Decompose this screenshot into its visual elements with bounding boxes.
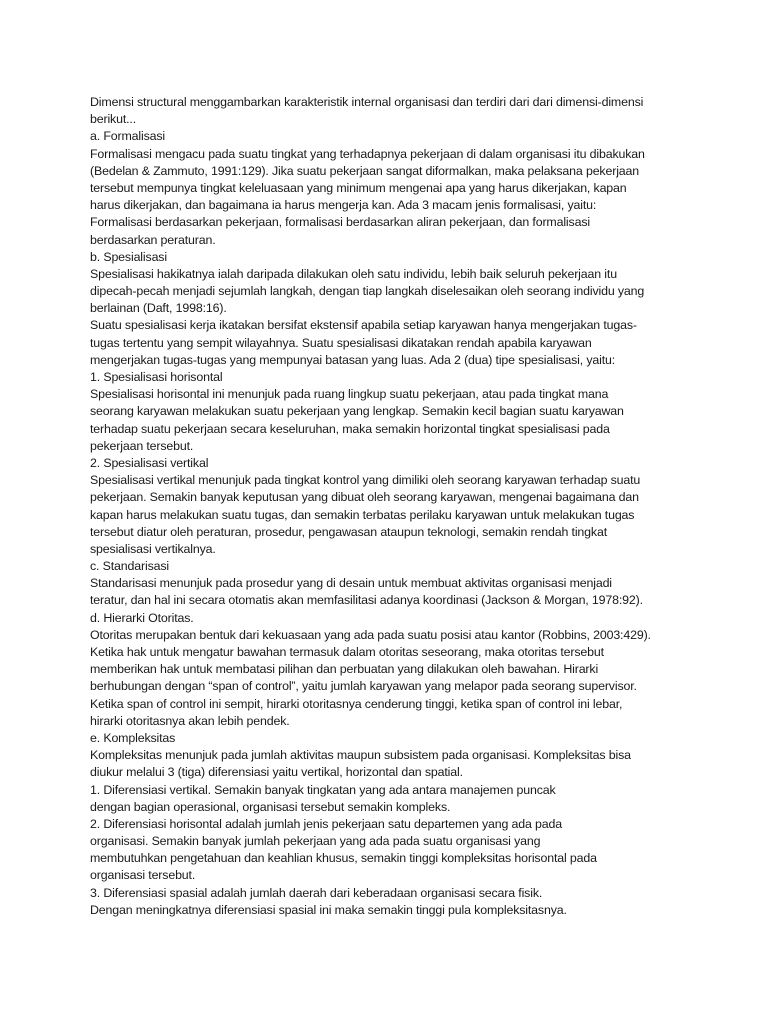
text-line: b. Spesialisasi	[90, 249, 167, 264]
text-line: tersebut mempunya tingkat keleluasaan yang minimum mengenai apa yang harus dikerjakan, kapan	[90, 180, 627, 195]
text-line: memberikan hak untuk membatasi pilihan dan perbuatan yang dilakukan oleh bawahan. Hirarki	[90, 662, 599, 677]
text-line: organisasi. Semakin banyak jumlah pekerjaan yang ada pada suatu organisasi yang	[90, 834, 541, 849]
text-line: hirarki otoritasnya akan lebih pendek.	[90, 713, 290, 728]
text-line: Kompleksitas menunjuk pada jumlah aktivitas maupun subsistem pada organisasi. Kompleksitas bisa	[90, 748, 631, 763]
text-line: tersebut diatur oleh peraturan, prosedur, pengawasan ataupun teknologi, semakin rendah tingkat	[90, 524, 607, 539]
text-line: a. Formalisasi	[90, 129, 166, 144]
text-line: Spesialisasi vertikal menunjuk pada tingkat kontrol yang dimiliki oleh seorang karyawan terhadap suatu	[90, 473, 641, 488]
text-line: Dimensi structural menggambarkan karakteristik internal organisasi dan terdiri dari dari dimensi-dimensi	[90, 95, 644, 109]
text-line: terhadap suatu pekerjaan secara keseluruhan, maka semakin horizontal tingkat spesialisasi pada	[90, 421, 610, 436]
text-line: dengan bagian operasional, organisasi tersebut semakin kompleks.	[90, 799, 451, 814]
text-line: 2. Spesialisasi vertikal	[90, 455, 209, 470]
text-line: e. Kompleksitas	[90, 730, 176, 745]
text-line: mengerjakan tugas-tugas yang mempunyai batasan yang luas. Ada 2 (dua) tipe spesialisasi, yaitu:	[90, 352, 616, 367]
text-line: membutuhkan pengetahuan dan keahlian khusus, semakin tinggi kompleksitas horisontal pada	[90, 851, 597, 866]
text-line: tugas tertentu yang sempit wilayahnya. Suatu spesialisasi dikatakan rendah apabila karyawan	[90, 335, 592, 350]
text-line: berikut...	[90, 112, 137, 127]
text-line: harus dikerjakan, dan bagaimana ia harus mengerja kan. Ada 3 macam jenis formalisasi, yaitu:	[90, 198, 597, 213]
text-line: dipecah-pecah menjadi sejumlah langkah, dengan tiap langkah diselesaikan oleh seorang individu yang	[90, 284, 645, 299]
text-line: berhubungan dengan “span of control”, yaitu jumlah karyawan yang melapor pada seorang supervisor.	[90, 679, 637, 694]
text-line: berlainan (Daft, 1998:16).	[90, 301, 227, 316]
text-line: Dengan meningkatnya diferensiasi spasial ini maka semakin tinggi pula kompleksitasnya.	[90, 902, 567, 917]
text-line: 1. Spesialisasi horisontal	[90, 370, 223, 384]
text-line: berdasarkan peraturan.	[90, 232, 216, 247]
text-line: Spesialisasi horisontal ini menunjuk pada ruang lingkup suatu pekerjaan, atau pada tingkat mana	[90, 387, 609, 402]
text-line: Spesialisasi hakikatnya ialah daripada dilakukan oleh satu individu, lebih baik seluruh pekerjaan itu	[90, 266, 617, 281]
document-body-text	[90, 94, 690, 919]
text-line: Ketika span of control ini sempit, hirarki otoritasnya cenderung tinggi, ketika span of control ini lebar,	[90, 696, 623, 711]
text-line: Formalisasi mengacu pada suatu tingkat yang terhadapnya pekerjaan di dalam organisasi itu dibakukan	[90, 146, 645, 161]
text-line: organisasi tersebut.	[90, 868, 196, 883]
text-line: c. Standarisasi	[90, 559, 170, 574]
text-line: (Bedelan & Zammuto, 1991:129). Jika suatu pekerjaan sangat diformalkan, maka pelaksana pekerjaan	[90, 163, 640, 178]
text-line: 2. Diferensiasi horisontal adalah jumlah jenis pekerjaan satu departemen yang ada pada	[90, 816, 563, 831]
text-line: 1. Diferensiasi vertikal. Semakin banyak tingkatan yang ada antara manajemen puncak	[90, 782, 556, 797]
text-line: d. Hierarki Otoritas.	[90, 610, 194, 625]
text-line: Otoritas merupakan bentuk dari kekuasaan yang ada pada suatu posisi atau kantor (Robbins, 2003:429).	[90, 627, 651, 642]
text-line: Formalisasi berdasarkan pekerjaan, formalisasi berdasarkan aliran pekerjaan, dan formalisasi	[90, 215, 590, 230]
text-line: pekerjaan tersebut.	[90, 438, 194, 453]
text-line: pekerjaan. Semakin banyak keputusan yang dibuat oleh seorang karyawan, mengenai bagaimana dan	[90, 490, 639, 505]
text-line: Standarisasi menunjuk pada prosedur yang di desain untuk membuat aktivitas organisasi menjadi	[90, 576, 612, 591]
text-line: Ketika hak untuk mengatur bawahan termasuk dalam otoritas seseorang, maka otoritas tersebut	[90, 645, 604, 659]
text-line: diukur melalui 3 (tiga) diferensiasi yaitu vertikal, horizontal dan spatial.	[90, 765, 463, 780]
text-line: seorang karyawan melakukan suatu pekerjaan yang lengkap. Semakin kecil bagian suatu karyawan	[90, 404, 624, 419]
text-line: 3. Diferensiasi spasial adalah jumlah daerah dari keberadaan organisasi secara fisik.	[90, 885, 543, 900]
text-line: kapan harus melakukan suatu tugas, dan semakin terbatas perilaku karyawan untuk melakukan tugas	[90, 507, 635, 522]
text-line: spesialisasi vertikalnya.	[90, 541, 216, 556]
text-line: teratur, dan hal ini secara otomatis akan memfasilitasi adanya koordinasi (Jackson & Morgan, 1978:92).	[90, 593, 643, 608]
text-line: Suatu spesialisasi kerja ikatakan bersifat ekstensif apabila setiap karyawan hanya mengerjakan tugas-	[90, 318, 637, 333]
